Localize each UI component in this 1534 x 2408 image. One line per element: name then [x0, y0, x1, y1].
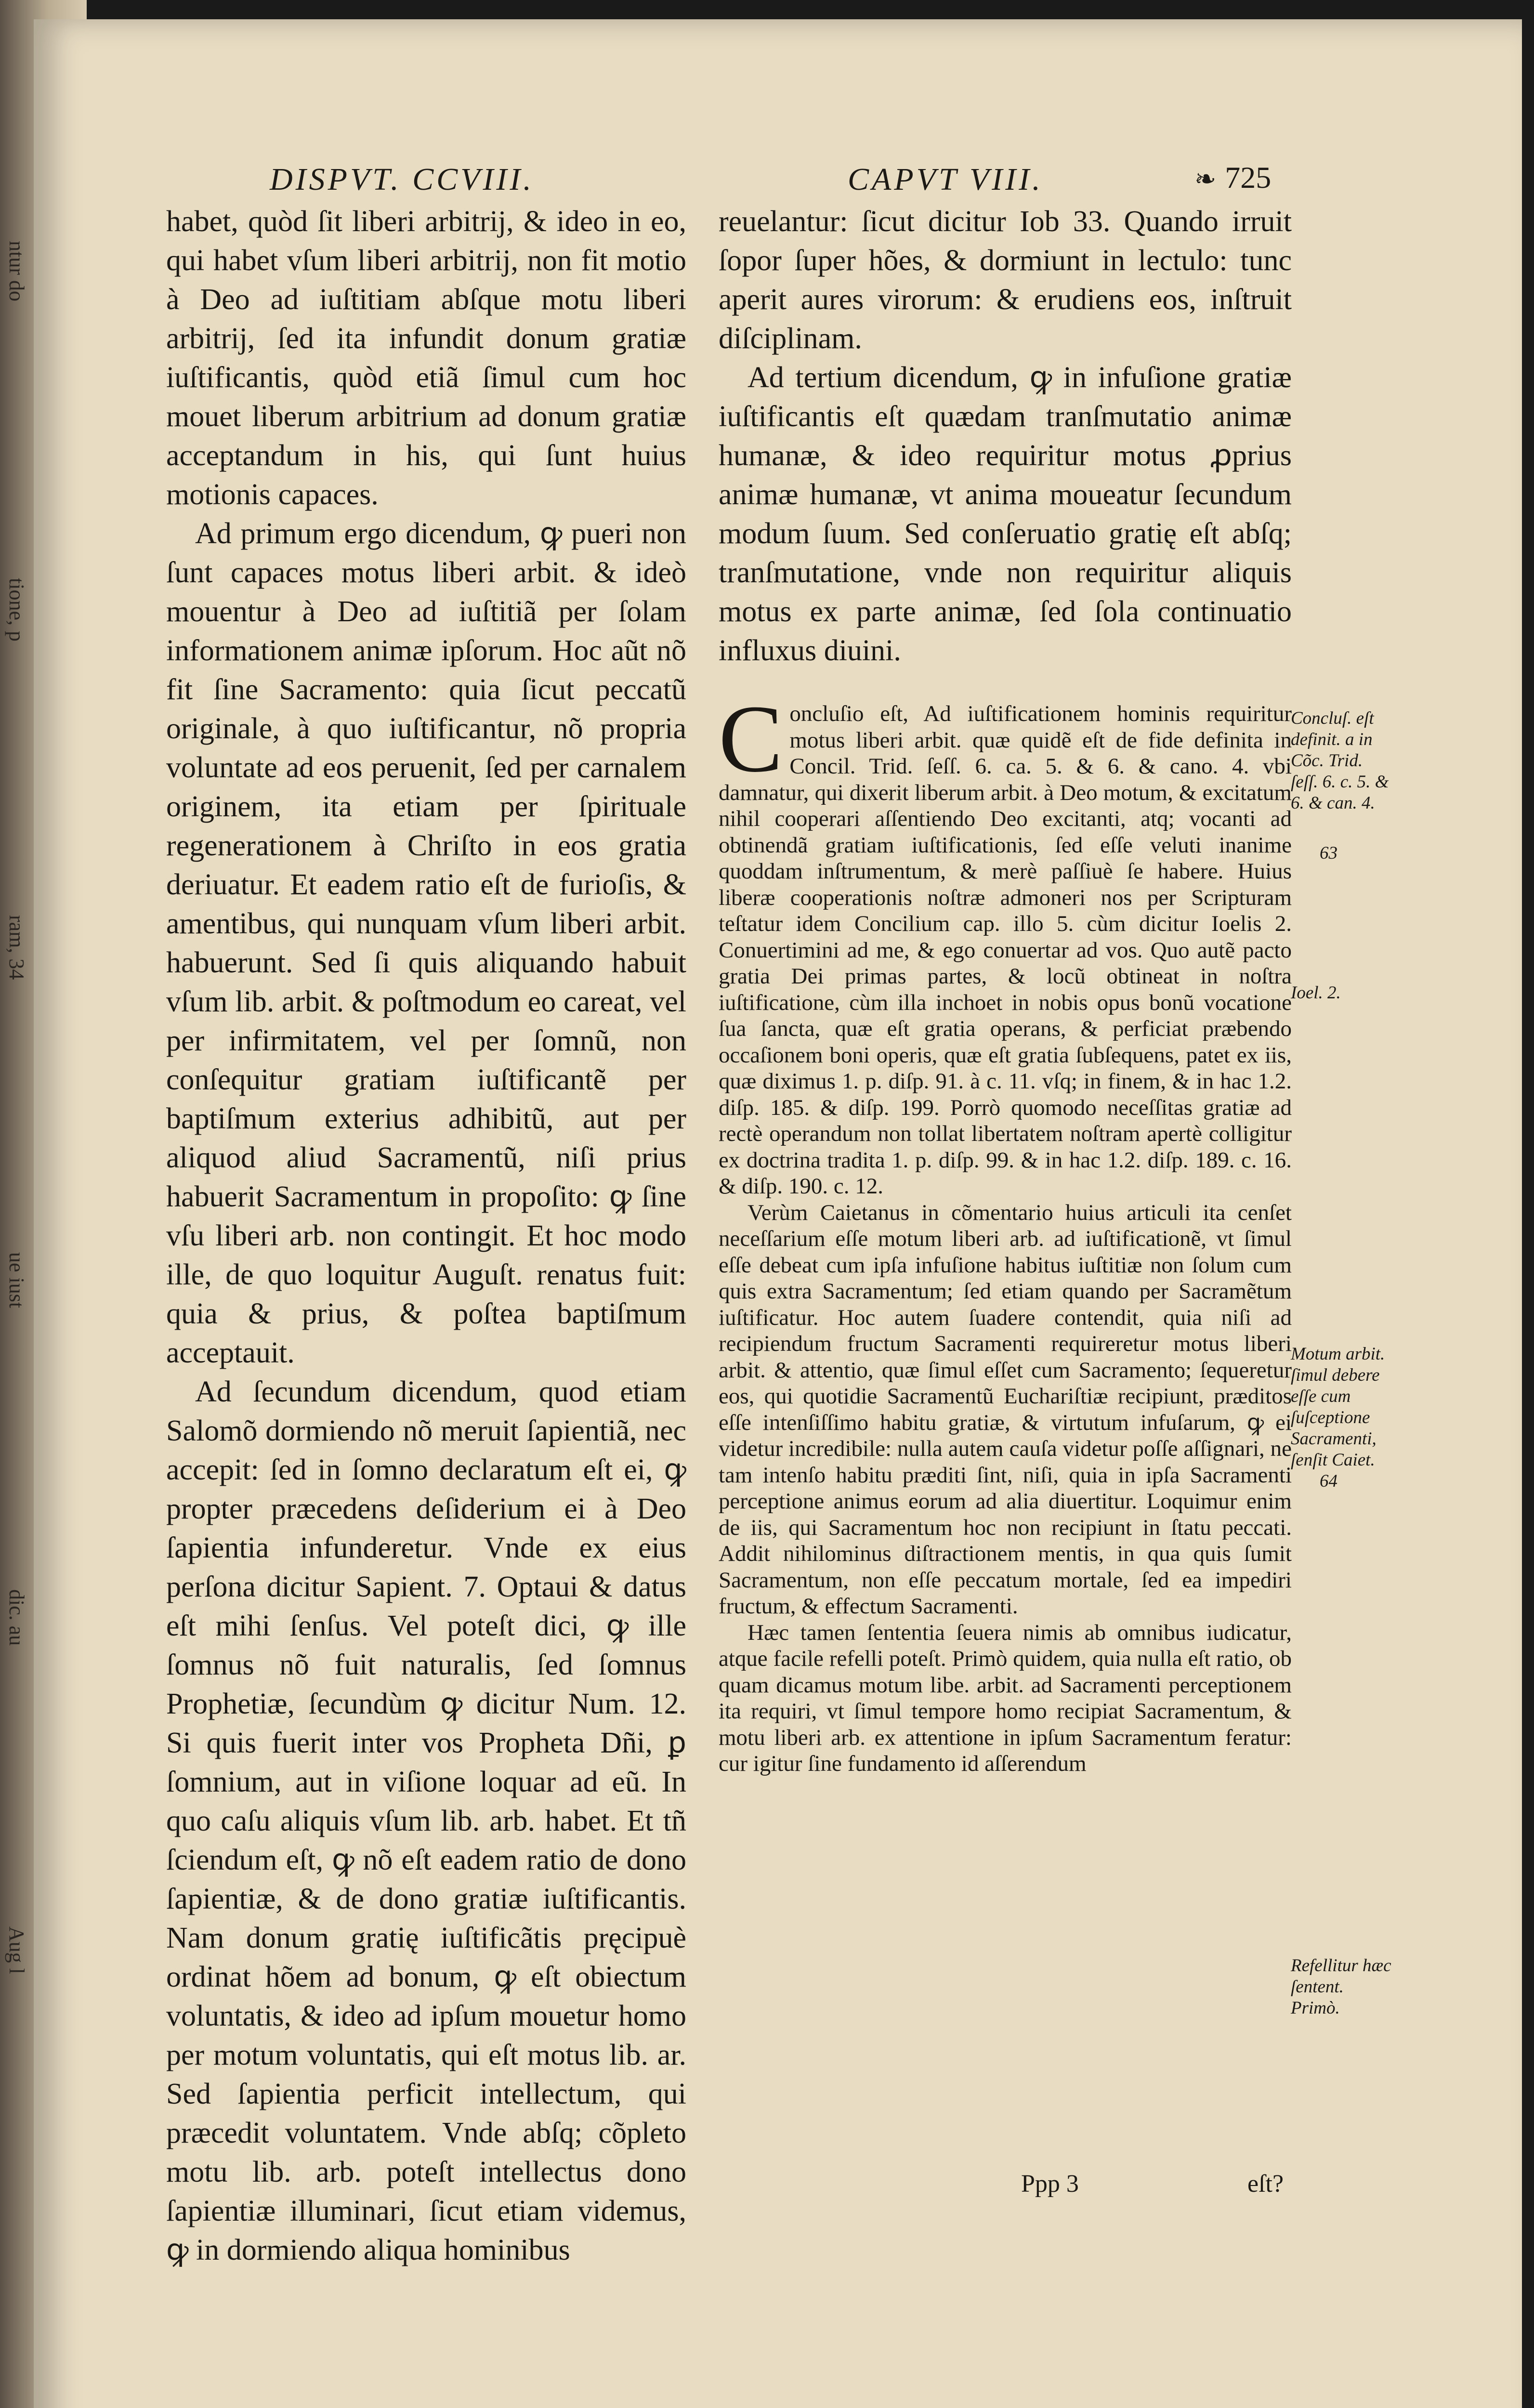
marginal-note-text: Motum arbit. ſimul debere eſſe cum ſuſceptione Sacramenti, ſenſit Caiet. — [1291, 1344, 1385, 1470]
left-column — [166, 202, 686, 2270]
commentary-paragraph: Verùm Caietanus in cõmentario huius articuli ita cenſet neceſſarium eſſe motum liberi arb. ad iuſtificationẽ, vt ſimul eſſe debeat cum ipſa infuſione habitus iuſtitiæ non ſolum cum quis extra Sacramentum; ſed etiam quando per Sacramẽtum iuſtificatur. Hoc autem ſuadere contendit, quia niſi ad recipiendum fructum Sacramenti requireretur motus liberi arbit. & attentio, quæ ſimul eſſet cum Sacramento; ſequeretur eos, qui quotidie Sacramentũ Euchariſtiæ recipiunt, præditos eſſe intenſiſſimo habitu gratiæ, & virtutum infuſarum, ꝙ ei videtur incredibile: nulla autem cauſa videtur poſſe aſſignari, ne tam intenſo habitu præditi ſint, niſi, quia in ipſa Sacramenti perceptione animus eorum ad alia diuertitur. Loquimur enim de iis, qui Sacramentum hoc non recipiunt in ſtatu peccati. Addit nihilominus diſtractionem mentis, in qua quis ſumit Sacramentum, non eſſe peccatum mortale, ſed ea impediri fructum, & effectum Sacramenti. — [719, 1200, 1292, 1619]
page-number-value: 725 — [1225, 160, 1272, 195]
marginal-note-number: 63 — [1320, 843, 1337, 863]
left-paragraph: Ad primum ergo dicendum, ꝙ pueri non ſunt capaces motus liberi arbit. & ideò mouentur à Deo ad iuſtitiã per ſolam informationem animæ ipſorum. Hoc aũt nõ fit ſine Sacramento: quia ſicut peccatũ originale, à quo iuſtificantur, nõ propria voluntate ad eos peruenit, ſed per carnalem originem, ita etiam per ſpirituale regenerationem à Chriſto in eos gratia deriuatur. Et eadem ratio eſt de furioſis, & amentibus, qui nunquam vſum liberi arbit. habuerunt. Sed ſi quis aliquando habuit vſum lib. arbit. & poſtmodum eo careat, vel per infirmitatem, vel per ſomnũ, non conſequitur gratiam iuſtificantẽ per baptiſmum exterius adhibitũ, aut per aliquod aliud Sacramentũ, niſi prius habuerit Sacramentum in propoſito: ꝙ ſine vſu liberi arb. non contingit. Et hoc modo ille, de quo loquitur Auguſt. renatus fuit: quia & prius, & poſtea baptiſmum acceptauit. — [166, 517, 686, 1369]
right-column-text — [719, 202, 1292, 670]
right-paragraph: reuelantur: ſicut dicitur Iob 33. Quando irruit ſopor ſuper hões, & dormiunt in lectulo: tunc aperit aures virorum: & erudiens eos, inſtruit diſciplinam. — [719, 205, 1292, 355]
gutter-fragment: dic. au — [5, 1589, 28, 1646]
marginal-note — [1291, 1344, 1392, 1492]
catchword: eſt? — [1247, 2170, 1284, 2198]
marginal-note — [1291, 708, 1392, 864]
right-paragraph: Ad tertium dicendum, ꝙ in infuſione gratiæ iuſtificantis eſt quædam tranſmutatio animæ humanæ, & ideo requiritur motus ꝓprius animæ humanæ, vt anima moueatur ſecundum modum ſuum. Sed conſeruatio gratię eſt abſq; tranſmutatione, vnde non requiritur aliquis motus ex parte animæ, ſed ſola continuatio influxus diuini. — [719, 361, 1292, 667]
gutter-fragment: ram, 34 — [5, 915, 28, 980]
commentary-column — [719, 686, 1292, 1777]
gutter-fragment: tione, p — [5, 578, 28, 641]
marginal-note — [1291, 1955, 1392, 2019]
marginal-note — [1291, 982, 1392, 1004]
commentary-paragraph: Concluſio eſt, Ad iuſtificationem hominis requiritur motus liberi arbit. quæ quidẽ eſt de fide definita in Concil. Trid. ſeſſ. 6. ca. 5. & 6. & cano. 4. vbi damnatur, qui dixerit liberum arbit. à Deo motum, & excitatum nihil cooperari aſſentiendo Deo excitanti, atq; vocanti ad obtinendã gratiam iuſtificationis, ſed eſſe veluti inanime quoddam inſtrumentum, & merè paſſiuè ſe habere. Huius liberæ cooperationis noſtræ admoneri nos per Scripturam teſtatur idem Concilium cap. illo 5. cùm dicitur Ioelis 2. Conuertimini ad me, & ego conuertar ad vos. Quo autẽ pacto gratia Dei primas partes, & locũ obtineat in noſtra iuſtificatione, cùm illa inchoet in nobis opus bonũ vocatione ſua ſancta, quæ eſt gratia operans, & perficiat præbendo occaſionem boni operis, quæ eſt gratia ſubſequens, patet ex iis, quæ diximus 1. p. diſp. 91. à c. 11. vſq; in finem, & in hac 1.2. diſp. 185. & diſp. 199. Porrò quomodo neceſſitas gratiæ ad rectè operandum non tollat libertatem noſtram apertè colligitur ex doctrina tradita 1. p. diſp. 99. & in hac 1.2. diſp. 189. c. 16. & diſp. 190. c. 12. — [719, 686, 1292, 1199]
marginal-note-text: Ioel. 2. — [1291, 983, 1341, 1003]
page-number — [1194, 160, 1271, 196]
signature-mark: Ppp 3 — [1021, 2170, 1079, 2198]
fleuron-icon: ❧ — [1194, 165, 1217, 194]
running-head-right: CAPVT VIII. — [848, 162, 1043, 197]
left-paragraph: Ad ſecundum dicendum, quod etiam Salomõ dormiendo nõ meruit ſapientiã, nec accepit: ſed in ſomno declaratum eſt ei, ꝙ propter præcedens deſiderium ei à Deo ſapientia infunderetur. Vnde ex eius perſona dicitur Sapient. 7. Optaui & datus eſt mihi ſenſus. Vel poteſt dici, ꝙ ille ſomnus nõ fuit naturalis, ſed ſomnus Prophetiæ, ſecundùm ꝙ dicitur Num. 12. Si quis fuerit inter vos Propheta Dñi, ꝑ ſomnium, aut in viſione loquar ad eũ. In quo caſu aliquis vſum lib. arb. habet. Et tñ ſciendum eſt, ꝙ nõ eſt eadem ratio de dono ſapientiæ, & de dono gratiæ iuſtificantis. Nam donum gratię iuſtificãtis pręcipuè ordinat hõem ad bonum, ꝙ eſt obiectum voluntatis, & ideo ad ipſum mouetur homo per motum voluntatis, qui eſt motus lib. ar. Sed ſapientia perficit intellectum, qui præcedit voluntatem. Vnde abſq; cõpleto motu lib. arb. poteſt intellectus dono ſapientiæ illuminari, ſicut etiam videmus, ꝙ in dormiendo aliqua hominibus — [166, 1375, 686, 2266]
marginal-note-text: Concluſ. eſt definit. a in Cõc. Trid. ſeſſ. 6. c. 5. & 6. & can. 4. — [1291, 708, 1389, 813]
marginal-note-text: Refellitur hæc ſentent. Primò. — [1291, 1956, 1391, 2018]
commentary-paragraph: Hæc tamen ſententia ſeuera nimis ab omnibus iudicatur, atque facile refelli poteſt. Primò quidem, quia nulla eſt ratio, ob quam dicamus motum libe. arbit. ad Sacramenti perceptionem ita requiri, vt ſimul tempore homo recipiat Sacramentum, & motu liberi arb. ex attentione in ipſum Sacramentum feratur: cur igitur ſine fundamento id aſſerendum — [719, 1620, 1292, 1776]
gutter-fragment: Aug l — [5, 1926, 28, 1974]
running-head-left: DISPVT. CCVIII. — [270, 162, 534, 197]
gutter-fragment: ntur do — [5, 241, 28, 301]
gutter-fragment: ue iust — [5, 1252, 28, 1309]
left-paragraph: habet, quòd ſit liberi arbitrij, & ideo in eo, qui habet vſum liberi arbitrij, non fit motio à Deo ad iuſtitiam abſque motu liberi arbitrij, ſed ita infundit donum gratiæ iuſtificantis, quòd etiã ſimul cum hoc mouet liberum arbitrium ad donum gratiæ acceptandum in his, qui ſunt huius motionis capaces. — [166, 205, 686, 511]
marginal-note-number: 64 — [1320, 1471, 1337, 1491]
